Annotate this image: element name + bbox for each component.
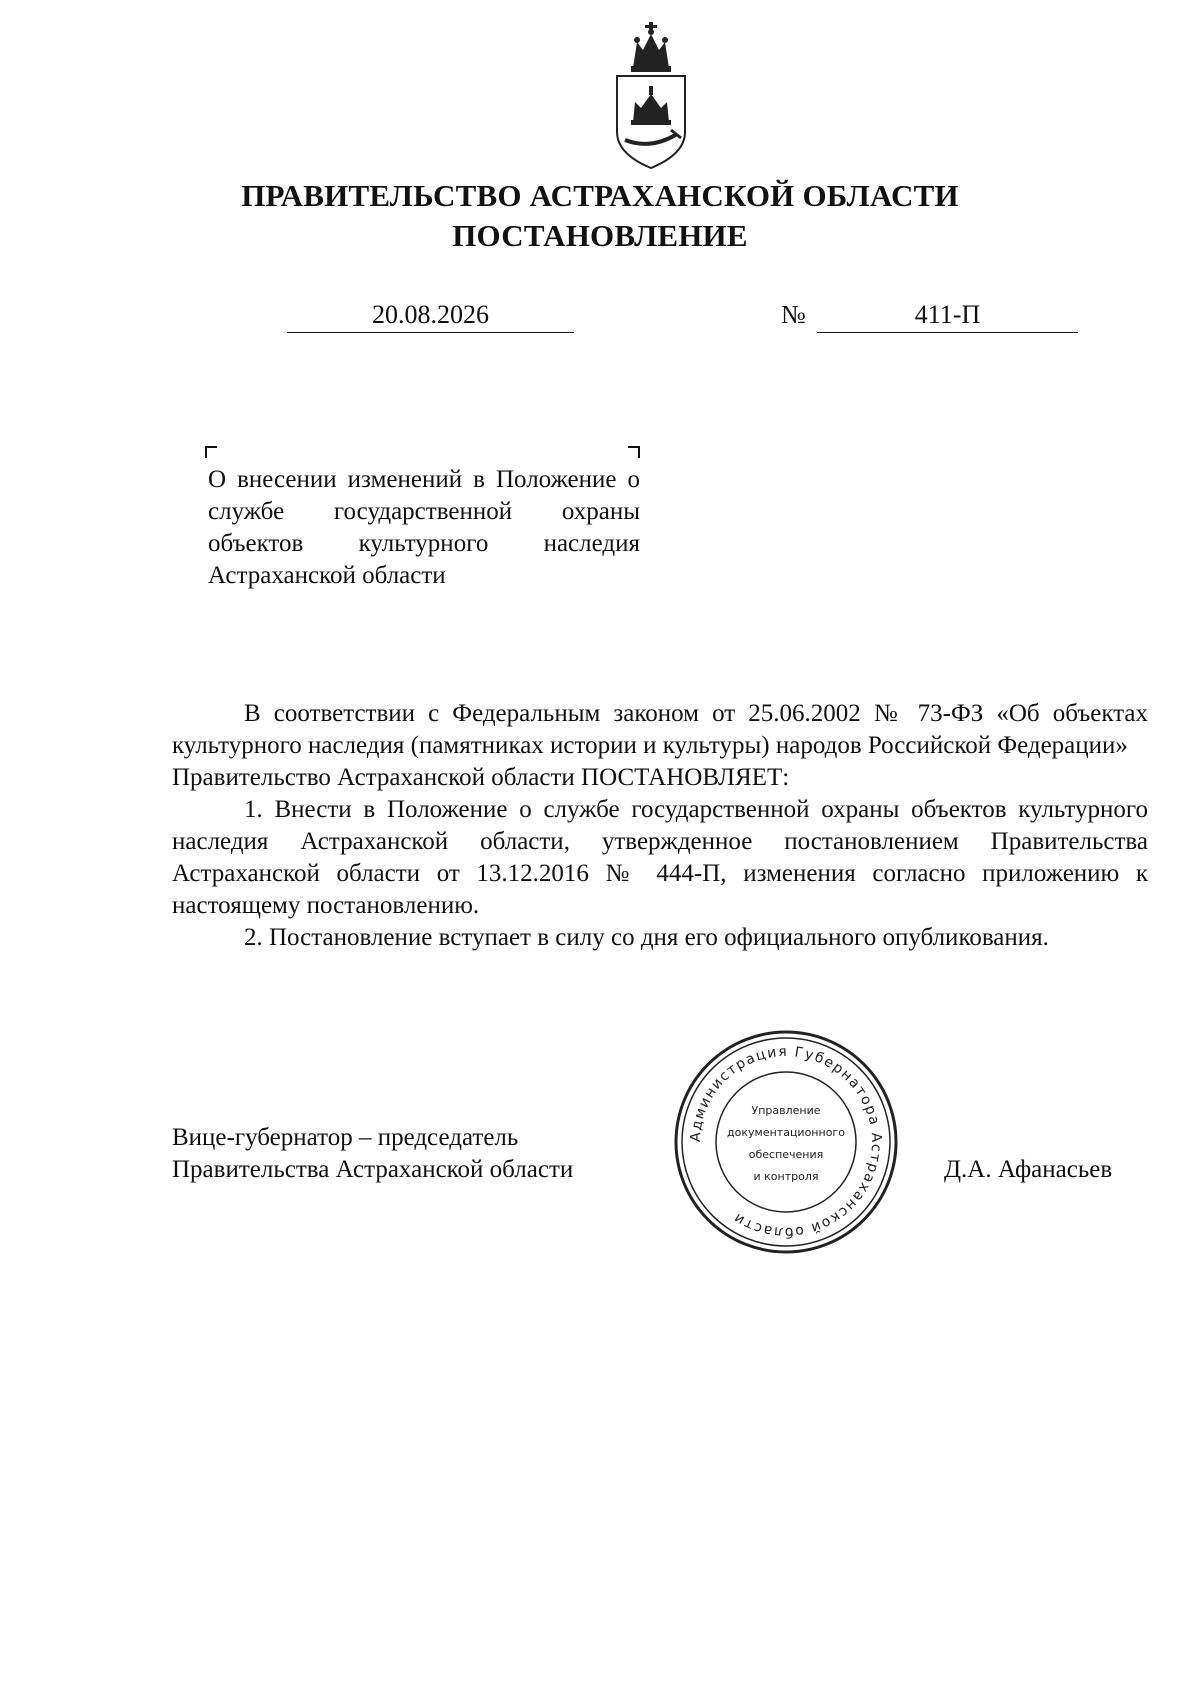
body-paragraph-legal-basis: В соответствии с Федеральным законом от 25.06.2002 № 73-ФЗ «Об объектах культурного наследия (памятниках истории и культуры) народов Российской Федерации» — [172, 700, 1148, 759]
body-paragraph-item-2: 2. Постановление вступает в силу со дня его официального опубликования. — [244, 924, 1049, 951]
document-number: 411-П — [817, 298, 1078, 333]
body-paragraph-resolves: Правительство Астраханской области ПОСТАНОВЛЯЕТ: — [172, 764, 790, 791]
signatory-title-line-2: Правительства Астраханской области — [172, 1156, 574, 1183]
stamp-center-line-4: и контроля — [753, 1170, 819, 1183]
stamp-center-line-3: обеспечения — [748, 1148, 824, 1161]
coat-of-arms-emblem — [611, 20, 691, 170]
document-authority-title: ПРАВИТЕЛЬСТВО АСТРАХАНСКОЙ ОБЛАСТИ — [241, 178, 959, 213]
signatory-title-line-1: Вице-губернатор – председатель — [172, 1124, 519, 1151]
document-date: 20.08.2026 — [287, 298, 574, 333]
document-number-label: № — [781, 300, 806, 329]
document-body — [172, 698, 1148, 954]
subject-corner-mark-right — [628, 446, 640, 458]
signatory-name: Д.А. Афанасьев — [944, 1156, 1113, 1183]
stamp-center-line-2: документационного — [727, 1126, 845, 1139]
document-type-title: ПОСТАНОВЛЕНИЕ — [452, 218, 748, 253]
svg-text:Администрация Губернатора Астр — [688, 1044, 884, 1240]
stamp-ring-text: Администрация Губернатора Астраханской области — [687, 1043, 885, 1241]
subject-corner-mark-left — [205, 446, 217, 458]
document-subject: О внесении изменений в Положение о службе государственной охраны объектов культурного наследия Астраханской области — [208, 466, 640, 589]
signatory-title — [172, 1122, 573, 1186]
body-paragraph-item-1: 1. Внести в Положение о службе государственной охраны объектов культурного наследия Астраханской области, утвержденное постановлением Правительства Астраханской области от 13.12.2016 № 444-П, изменения согласно приложению к настоящему постановлению. — [172, 796, 1148, 919]
official-stamp — [672, 1028, 900, 1256]
stamp-center-line-1: Управление — [751, 1104, 821, 1117]
